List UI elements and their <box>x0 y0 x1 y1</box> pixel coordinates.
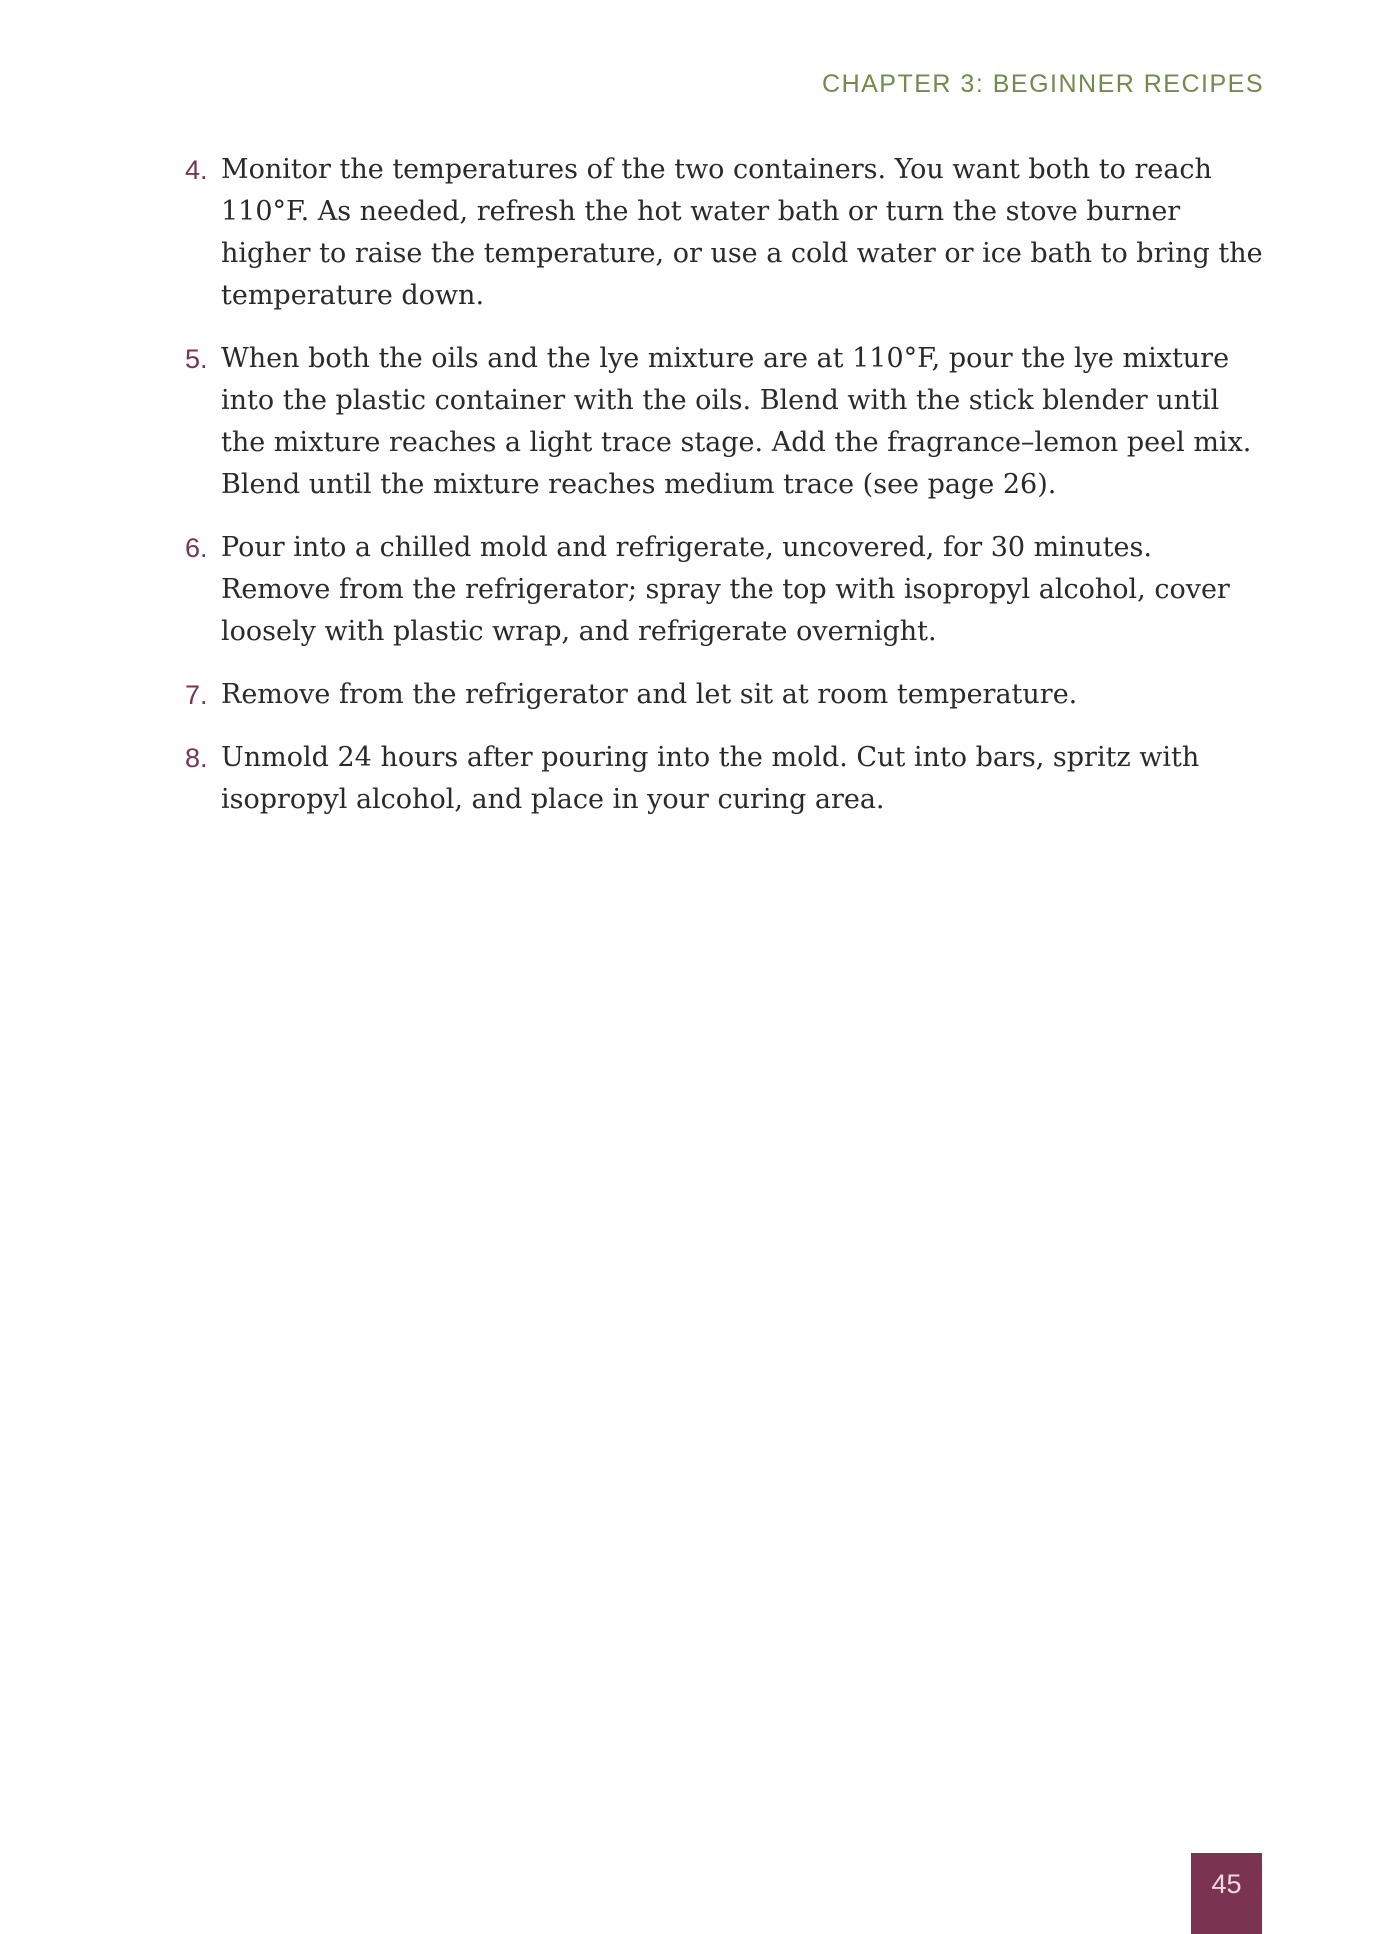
step-number: 6. <box>185 533 208 563</box>
running-header: CHAPTER 3: BEGINNER RECIPES <box>822 70 1264 98</box>
step-text: Remove from the refrigerator and let sit at room temperature. <box>221 679 1078 710</box>
step-text: When both the oils and the lye mixture are at 110°F, pour the lye mixture into the plastic container with the oils. Blend with the stick blender until the mixture reaches a light trace stage. Add the fragrance–lemon peel mix. Blend until the mixture reaches medium trace (see page 26). <box>221 343 1252 500</box>
step-number: 5. <box>185 344 208 374</box>
page-number-badge <box>1191 1853 1262 1934</box>
step-8 <box>185 737 1265 821</box>
step-7 <box>185 674 1265 716</box>
step-6 <box>185 527 1265 653</box>
page-number: 45 <box>1211 1869 1242 1899</box>
step-text: Monitor the temperatures of the two containers. You want both to reach 110°F. As needed, refresh the hot water bath or turn the stove burner higher to raise the temperature, or use a cold water or ice bath to bring the temperature down. <box>221 154 1263 311</box>
step-number: 8. <box>185 743 208 773</box>
step-number: 7. <box>185 680 208 710</box>
step-number: 4. <box>185 155 208 185</box>
step-text: Unmold 24 hours after pouring into the mold. Cut into bars, spritz with isopropyl alcohol, and place in your curing area. <box>221 742 1200 815</box>
instruction-steps-list <box>185 149 1265 842</box>
step-text: Pour into a chilled mold and refrigerate, uncovered, for 30 minutes. Remove from the refrigerator; spray the top with isopropyl alcohol, cover loosely with plastic wrap, and refrigerate overnight. <box>221 532 1230 647</box>
step-4 <box>185 149 1265 317</box>
step-5 <box>185 338 1265 506</box>
